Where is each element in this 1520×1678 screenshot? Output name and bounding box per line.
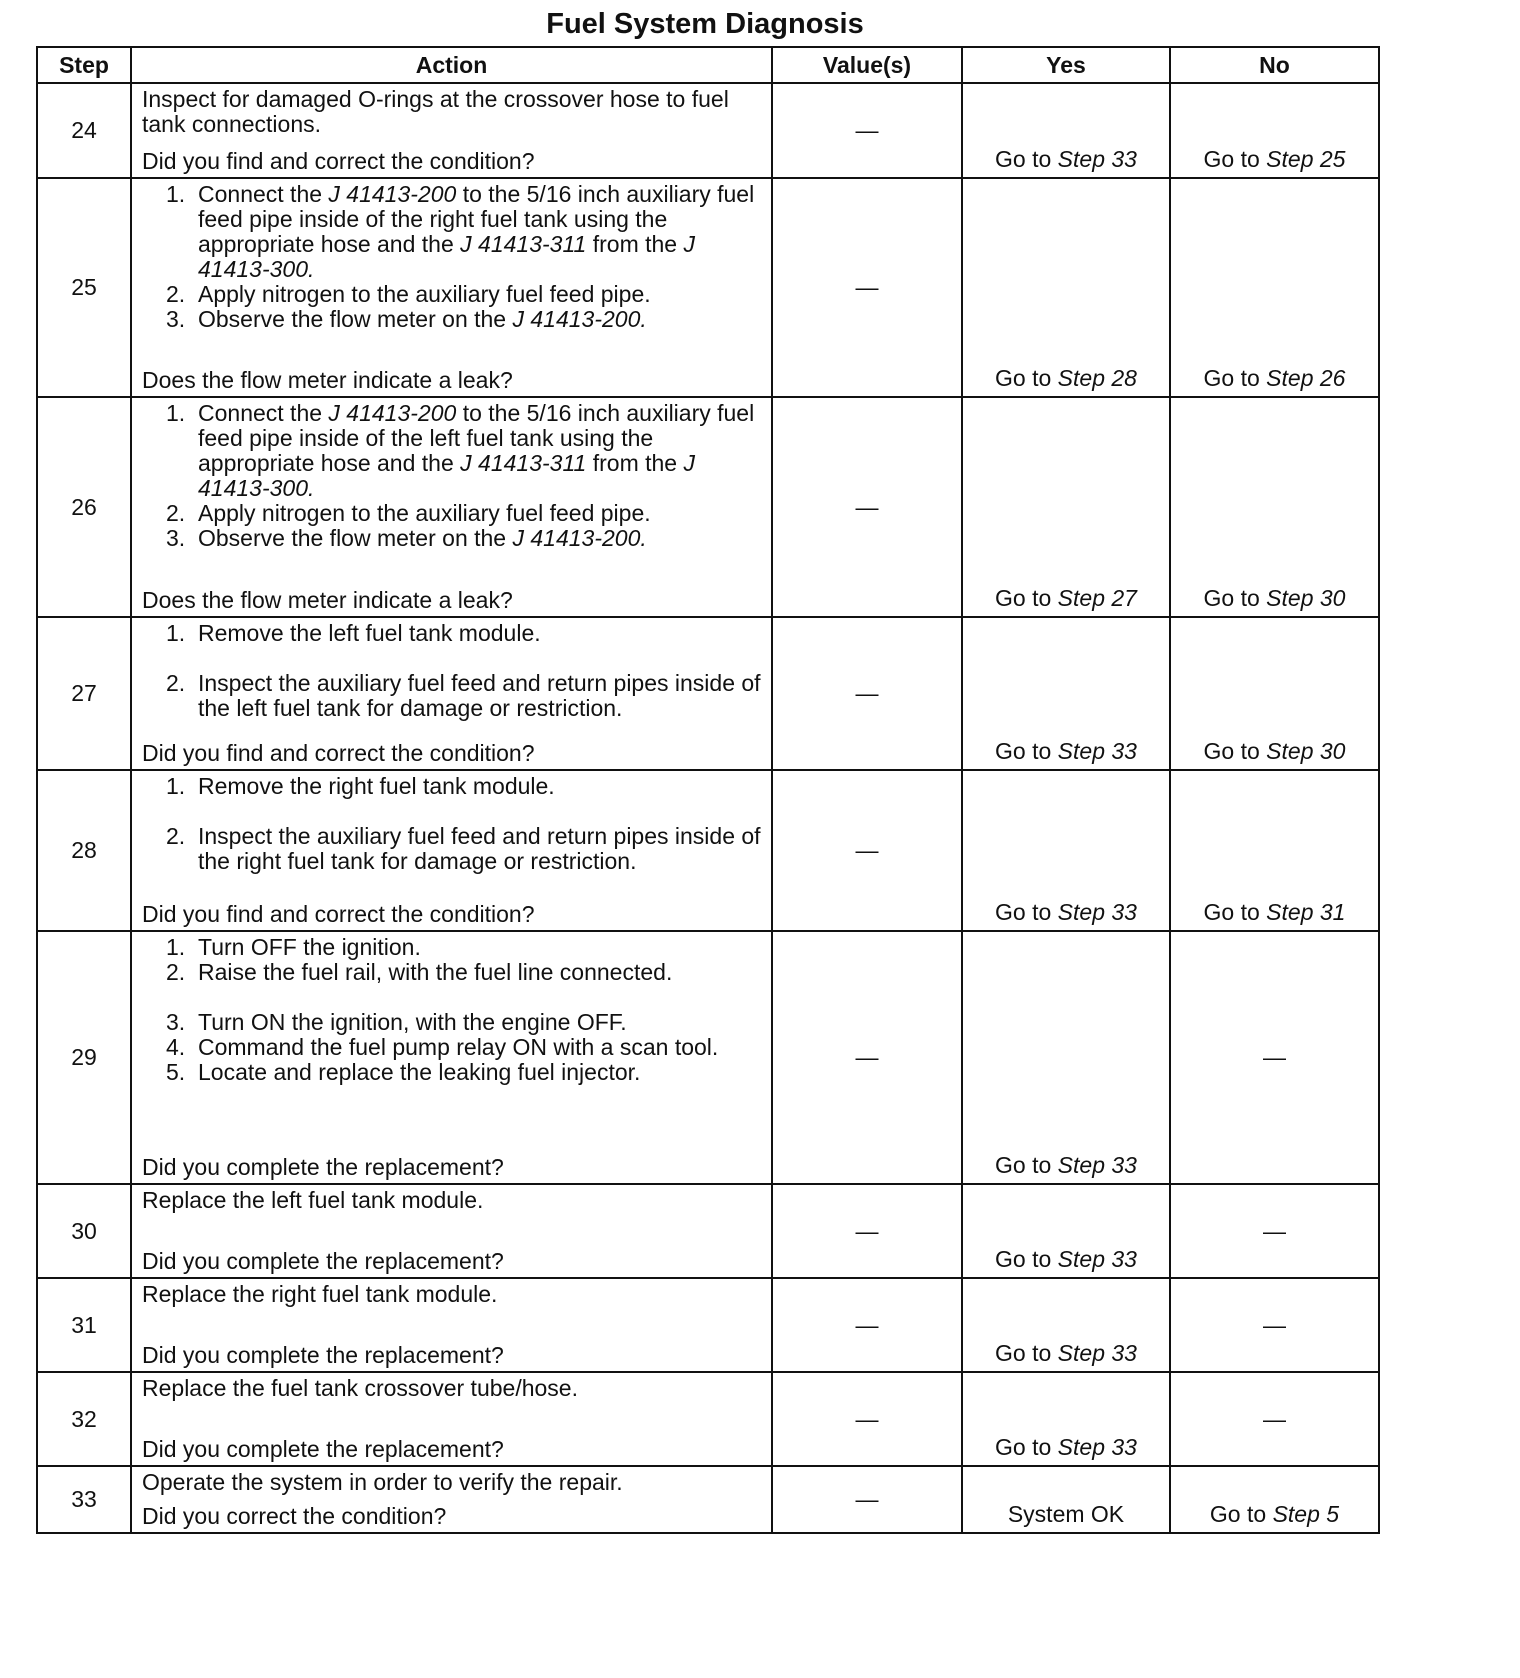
action-step-item [166,182,763,282]
yes-goto-step: Step 33 [1057,1340,1137,1366]
text-segment: Inspect the auxiliary fuel feed and return pipes inside of the left fuel tank for damage or restriction. [198,670,761,721]
value-dash: — [855,117,879,143]
no-dash: — [1263,1044,1286,1070]
yes-goto-step: Step 33 [1057,1152,1137,1178]
action-step-item [166,824,763,874]
text-segment: Observe the flow meter on the [198,525,513,551]
action-cell [131,1278,772,1372]
action-cell [131,1184,772,1278]
action-step-number: 1. [166,181,186,207]
value-dash: — [855,493,879,520]
step-number: 24 [71,117,97,143]
table-row [37,931,1379,1184]
no-goto-step: Step 26 [1266,365,1346,391]
yes-goto-step: Step 33 [1057,146,1137,172]
action-question: Did you complete the replacement? [142,1248,504,1274]
action-step-list [142,935,763,1085]
text-segment: Turn OFF the ignition. [198,934,421,960]
no-cell [1170,617,1379,770]
text-segment: Remove the left fuel tank module. [198,620,541,646]
no-goto-prefix: Go to [1203,365,1267,391]
value-dash: — [855,1044,879,1070]
value-dash: — [855,837,879,863]
action-cell [131,1466,772,1533]
tool-reference: J 41413-200. [512,306,647,332]
action-step-number: 3. [166,1009,186,1035]
action-question: Did you correct the condition? [142,1503,447,1529]
no-goto-prefix: Go to [1203,146,1267,172]
action-content [132,84,771,177]
action-step-item [166,307,763,332]
no-goto-prefix: Go to [1203,899,1267,925]
value-cell [772,617,962,770]
action-content [132,1467,771,1532]
action-step-text [198,621,763,646]
yes-cell [962,931,1170,1184]
step-cell [37,1372,131,1466]
step-number: 33 [71,1486,97,1512]
action-step-item [166,774,763,799]
value-cell [772,1372,962,1466]
text-segment: Apply nitrogen to the auxiliary fuel feed pipe. [198,281,651,307]
text-segment: from the [586,450,684,476]
yes-goto-step: Step 33 [1057,1246,1137,1272]
no-cell [1170,770,1379,931]
yes-goto-prefix: Go to [995,738,1058,764]
value-dash: — [855,1405,879,1432]
value-dash: — [855,274,879,300]
action-content [132,1185,771,1277]
value-cell [772,1184,962,1278]
action-step-number: 2. [166,670,186,696]
step-number: 30 [71,1217,97,1244]
action-step-item [166,621,763,646]
step-number: 25 [71,274,97,300]
value-cell [772,178,962,397]
no-goto-step: Step 30 [1266,585,1346,611]
yes-goto-prefix: Go to [995,1434,1058,1460]
action-cell [131,931,772,1184]
header-action: Action [131,47,772,83]
action-content [132,398,771,616]
no-cell [1170,178,1379,397]
step-cell [37,1184,131,1278]
action-step-text [198,282,763,307]
header-yes: Yes [962,47,1170,83]
header-row [37,47,1379,83]
action-step-number: 2. [166,500,186,526]
header-no: No [1170,47,1379,83]
text-segment: Connect the [198,181,329,207]
action-question: Did you find and correct the condition? [142,148,535,174]
action-step-number: 2. [166,823,186,849]
page-title: Fuel System Diagnosis [546,8,864,40]
action-step-number: 2. [166,959,186,985]
action-step-list [142,182,763,332]
action-step-list [142,401,763,551]
action-step-list [142,774,763,874]
no-cell [1170,397,1379,617]
action-cell [131,178,772,397]
step-cell [37,1466,131,1533]
yes-goto-prefix: Go to [995,146,1058,172]
action-question: Did you complete the replacement? [142,1154,504,1180]
text-segment: Turn ON the ignition, with the engine OFF. [198,1009,627,1035]
action-step-item [166,1035,763,1060]
action-step-number: 3. [166,525,186,551]
text-segment: Apply nitrogen to the auxiliary fuel feed pipe. [198,500,651,526]
diagnosis-table [36,46,1380,1534]
action-text: Replace the right fuel tank module. [142,1281,498,1307]
action-question: Did you find and correct the condition? [142,740,535,766]
action-step-item [166,935,763,960]
yes-cell [962,1278,1170,1372]
value-cell [772,83,962,178]
action-step-text [198,935,763,960]
action-text: Replace the left fuel tank module. [142,1187,484,1213]
action-question: Does the flow meter indicate a leak? [142,367,513,393]
value-cell [772,1278,962,1372]
action-cell [131,1372,772,1466]
action-step-number: 1. [166,773,186,799]
action-step-text [198,824,763,874]
tool-reference: J 41413-300. [198,231,695,282]
text-segment: to the 5/16 inch auxiliary fuel feed pipe inside of the right fuel tank using the appropriate hose and the [198,181,755,257]
value-dash: — [855,1217,879,1244]
table-row [37,1184,1379,1278]
no-cell [1170,1372,1379,1466]
table-row [37,770,1379,931]
action-step-item [166,501,763,526]
table-row [37,397,1379,617]
text-segment: Connect the [198,400,329,426]
no-goto-step: Step 30 [1266,738,1346,764]
step-cell [37,397,131,617]
action-text: Operate the system in order to verify the repair. [142,1469,623,1495]
action-content [132,179,771,396]
table-row [37,617,1379,770]
yes-goto-step: Step 28 [1057,365,1137,391]
yes-goto-prefix: Go to [995,899,1058,925]
no-dash: — [1263,1217,1286,1244]
action-step-number: 4. [166,1034,186,1060]
step-cell [37,617,131,770]
value-cell [772,397,962,617]
yes-goto-step: Step 33 [1057,899,1137,925]
action-step-text [198,1060,763,1085]
no-cell [1170,83,1379,178]
action-content [132,1373,771,1465]
no-goto-prefix: Go to [1209,1501,1273,1527]
step-cell [37,770,131,931]
action-question: Did you complete the replacement? [142,1436,504,1462]
yes-goto-step: Step 27 [1057,585,1137,611]
step-number: 26 [71,493,97,520]
action-cell [131,397,772,617]
value-dash: — [855,680,879,706]
action-step-text [198,1035,763,1060]
action-question: Does the flow meter indicate a leak? [142,587,513,613]
action-step-item [166,1010,763,1035]
header-values: Value(s) [772,47,962,83]
action-step-text [198,182,763,282]
action-step-text [198,307,763,332]
tool-reference: J 41413-200 [328,400,457,426]
tool-reference: J 41413-300. [198,450,695,501]
yes-goto-step: Step 33 [1057,1434,1137,1460]
yes-cell [962,178,1170,397]
action-step-item [166,401,763,501]
tool-reference: J 41413-200. [512,525,647,551]
action-step-text [198,501,763,526]
action-cell [131,770,772,931]
action-step-text [198,401,763,501]
text-segment: from the [586,231,684,257]
step-number: 27 [71,680,97,706]
no-cell [1170,1466,1379,1533]
action-step-number: 5. [166,1059,186,1085]
table-row [37,1466,1379,1533]
no-goto-step: Step 25 [1266,146,1346,172]
step-number: 32 [71,1405,97,1432]
yes-goto-step: Step 33 [1057,738,1137,764]
action-step-text [198,960,763,985]
step-number: 29 [71,1044,97,1070]
action-step-number: 1. [166,620,186,646]
table-row [37,83,1379,178]
text-segment: Observe the flow meter on the [198,306,513,332]
no-dash: — [1263,1311,1286,1338]
action-cell [131,617,772,770]
yes-cell [962,770,1170,931]
action-content [132,771,771,930]
step-number: 31 [71,1311,97,1338]
yes-cell [962,1372,1170,1466]
text-segment: Inspect the auxiliary fuel feed and return pipes inside of the right fuel tank for damage or restriction. [198,823,761,874]
yes-goto-prefix: Go to [995,1152,1058,1178]
text-segment: Locate and replace the leaking fuel injector. [198,1059,641,1085]
no-goto-step: Step 5 [1272,1501,1340,1527]
no-goto-prefix: Go to [1203,585,1267,611]
yes-goto-prefix: Go to [995,585,1058,611]
yes-goto-prefix: Go to [995,1246,1058,1272]
action-text: Inspect for damaged O-rings at the crossover hose to fuel tank connections. [142,86,729,137]
header-step: Step [37,47,131,83]
step-number: 28 [71,837,97,863]
yes-result: System OK [1007,1501,1125,1527]
action-step-number: 1. [166,934,186,960]
text-segment: Command the fuel pump relay ON with a scan tool. [198,1034,719,1060]
yes-cell [962,1184,1170,1278]
tool-reference: J 41413-311 [460,231,587,257]
text-segment: Remove the right fuel tank module. [198,773,555,799]
action-step-item [166,526,763,551]
action-question: Did you complete the replacement? [142,1342,504,1368]
step-cell [37,83,131,178]
action-text: Replace the fuel tank crossover tube/hose. [142,1375,578,1401]
value-cell [772,1466,962,1533]
table-row [37,1278,1379,1372]
yes-cell [962,1466,1170,1533]
text-segment: Raise the fuel rail, with the fuel line connected. [198,959,673,985]
action-step-text [198,774,763,799]
value-dash: — [855,1311,879,1338]
step-cell [37,931,131,1184]
action-cell [131,83,772,178]
yes-cell [962,397,1170,617]
action-step-text [198,1010,763,1035]
value-cell [772,931,962,1184]
text-segment: to the 5/16 inch auxiliary fuel feed pipe inside of the left fuel tank using the appropriate hose and the [198,400,755,476]
action-step-number: 1. [166,400,186,426]
action-step-list [142,621,763,721]
value-cell [772,770,962,931]
value-dash: — [855,1486,879,1512]
yes-goto-prefix: Go to [995,1340,1058,1366]
yes-goto-prefix: Go to [995,365,1058,391]
tool-reference: J 41413-200 [328,181,457,207]
action-step-text [198,526,763,551]
action-step-item [166,1060,763,1085]
no-dash: — [1263,1405,1286,1432]
no-goto-step: Step 31 [1266,899,1346,925]
table-row [37,1372,1379,1466]
action-content [132,1279,771,1371]
table-row [37,178,1379,397]
tool-reference: J 41413-311 [460,450,587,476]
action-content [132,618,771,769]
yes-cell [962,617,1170,770]
action-step-number: 3. [166,306,186,332]
step-cell [37,1278,131,1372]
no-goto-prefix: Go to [1203,738,1267,764]
yes-cell [962,83,1170,178]
action-step-item [166,960,763,985]
action-step-text [198,671,763,721]
action-step-number: 2. [166,281,186,307]
action-question: Did you find and correct the condition? [142,901,535,927]
action-step-item [166,671,763,721]
action-content [132,932,771,1183]
no-cell [1170,931,1379,1184]
no-cell [1170,1184,1379,1278]
step-cell [37,178,131,397]
action-step-item [166,282,763,307]
no-cell [1170,1278,1379,1372]
